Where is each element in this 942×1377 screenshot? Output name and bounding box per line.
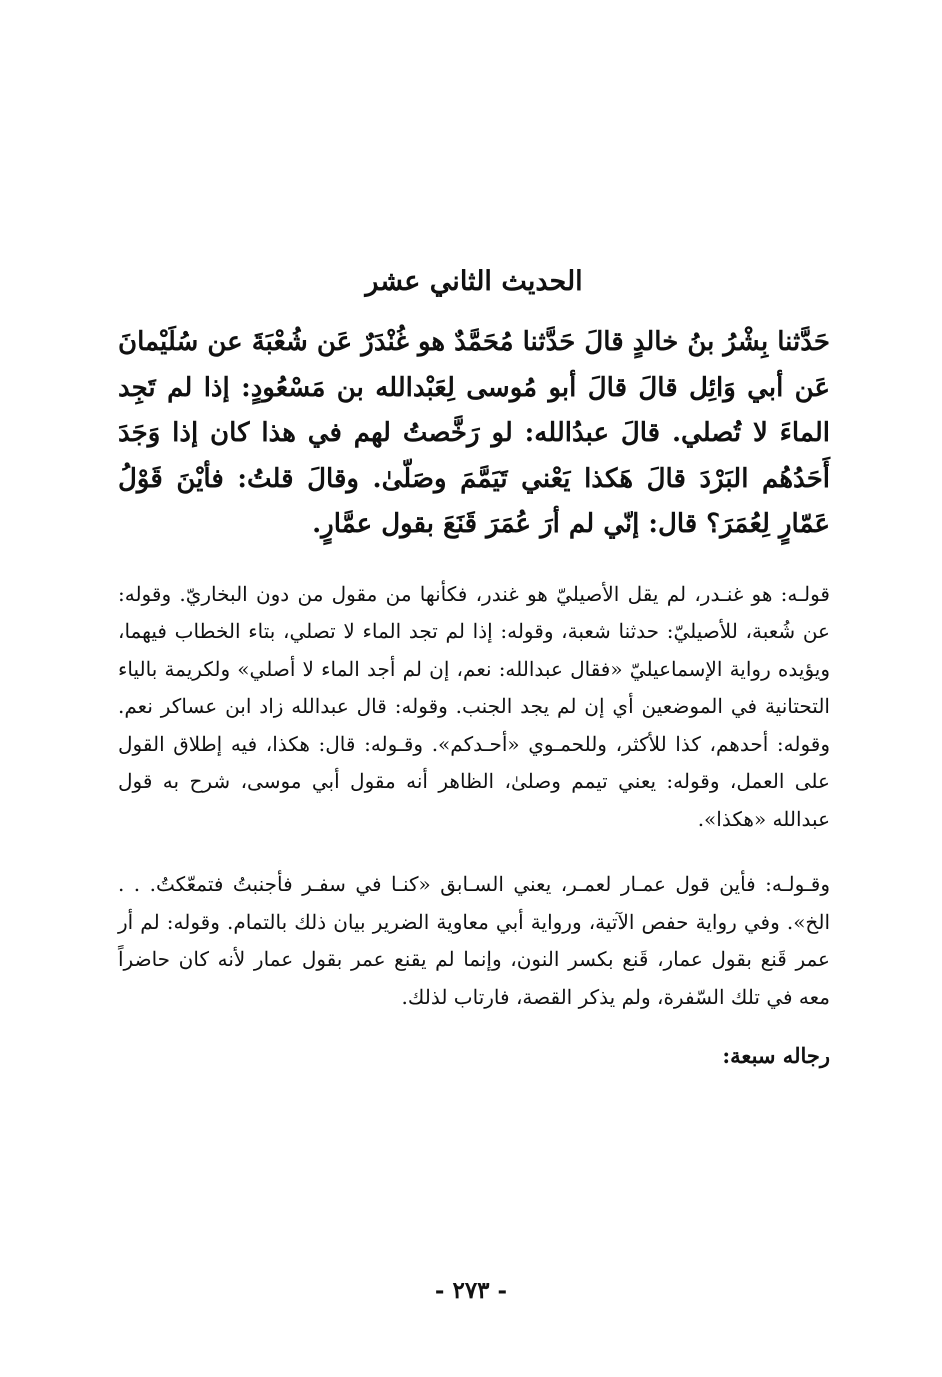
hadith-heading: الحديث الثاني عشر [365, 266, 583, 297]
narrators-heading: رجاله سبعة: [722, 1043, 830, 1068]
commentary-paragraph-2: وقـولـه: فأين قول عمـار لعمـر، يعني السـابق «كنـا في سفـر فأجنبتُ فتمعّكتُ. . . الخ». وفي رواية حفص الآتية، ورواية أبي معاوية الضرير بيان ذلك بالتمام. وقوله: لم أر عمر قَنع بقول عمار، قَنع بكسر النون، وإنما لم يقنع عمر بقول عمار لأنه كان حاضراً معه في تلك السّفرة، ولم يذكر القصة، فارتاب لذلك. [118, 872, 830, 1009]
page-number: - ٢٧٣ - [434, 1277, 508, 1304]
hadith-text: حَدَّثنا بِشْرُ بنُ خالدٍ قالَ حَدَّثنا مُحَمَّدٌ هو غُنْدَرٌ عَن شُعْبَةَ عن سُلَيْمانَ عَن أبي وَائِل قالَ قالَ أبو مُوسى لِعَبْدالله بن مَسْعُودٍ: إذا لم تَجِد الماءَ لا تُصلي. قالَ عبدُالله: لو رَخَّصتُ لهم في هذا كان إذا وَجَدَ أَحَدُهُم البَرْدَ قالَ هَكذا يَعْني تَيَمَّمَ وصَلّىٰ. وقالَ قلتُ: فأيْنَ قَوْلُ عَمّارٍ لِعُمَرَ؟ قال: إنّي لم أرَ عُمَرَ قَنَعَ بقول عمَّارٍ. [118, 327, 830, 539]
page-content [118, 262, 830, 1074]
commentary-paragraph-1: قولـه: هو غنـدر، لم يقل الأصيليّ هو غندر، فكأنها من مقول من دون البخاريّ. وقوله: عن شُعبة، للأصيليّ: حدثنا شعبة، وقوله: إذا لم تجد الماء لا تصلي، بتاء الخطاب فيهما، ويؤيده رواية الإسماعيليّ «فقال عبدالله: نعم، إن لم أجد الماء لا أصلي» ولكريمة بالياء التحتانية في الموضعين أي إن لم يجد الجنب. وقوله: قال عبدالله زاد ابن عساكر نعم. وقوله: أحدهم، كذا للأكثر، وللحمـوي «أحـدكم». وقـوله: قال: هكذا، فيه إطلاق القول على العمل، وقوله: يعني تيمم وصلىٰ، الظاهر أنه مقول أبي موسى، شرح به قول عبدالله «هكذا». [118, 581, 831, 831]
